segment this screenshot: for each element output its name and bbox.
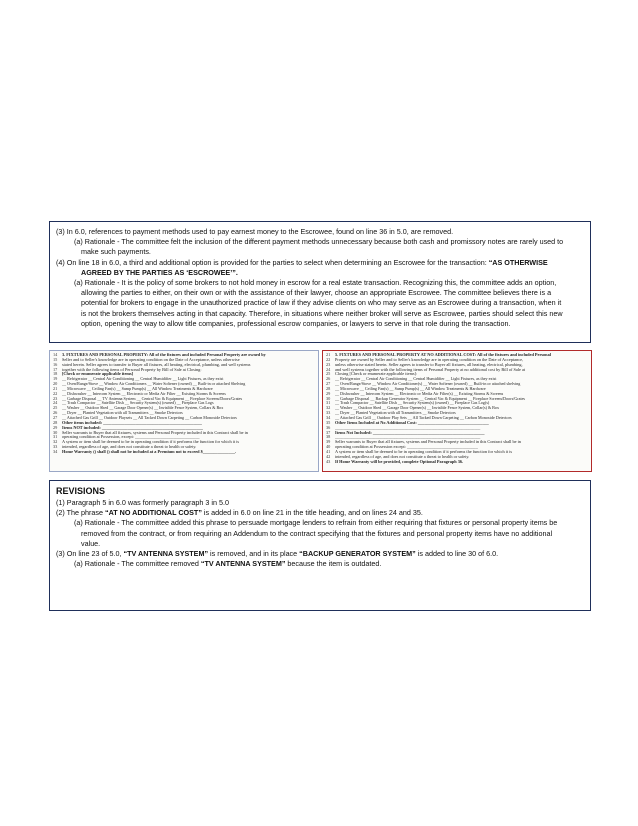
line-number: 34 xyxy=(53,449,58,454)
line-text: __ Refrigerator __ Central Air Conditioning __ Central Humidifier __ Light Fixtures, as they exist xyxy=(62,377,224,382)
line-text: __ Microwave __ Ceiling Fan(s) __ Sump Pump(s) __ All Window Treatments & Hardware xyxy=(335,386,486,391)
line-text: __ Dryer __ Planted Vegetation with all Transmitters __ Smoke Detectors xyxy=(62,411,183,416)
contract-excerpt-6-0-lines xyxy=(326,353,588,464)
line-text: Other Items Included at No Additional Cost: _________________________________ xyxy=(335,420,489,425)
changes-explanation-box xyxy=(49,221,591,343)
line-number: 22 xyxy=(53,391,58,396)
line-number: 30 xyxy=(326,396,331,401)
item-4-text-cont: AGREED BY THE PARTIES AS ‘ESCROWEE’”. xyxy=(81,267,238,277)
revision-2-rationale-line3: value. xyxy=(81,538,101,548)
revision-1: (1) Paragraph 5 in 6.0 was formerly paragraph 3 in 5.0 xyxy=(56,498,229,507)
line-number: 33 xyxy=(53,445,58,450)
line-text: _______________________________________________________________________ xyxy=(335,435,481,440)
line-number: 28 xyxy=(326,386,331,391)
line-text: __ Oven/Range/Stove __ Window Air Conditioners __ Water Softener (owned) __ Built-in or attached Shelving xyxy=(62,382,246,387)
revision-3-rationale xyxy=(56,559,584,569)
line-number: 25 xyxy=(326,372,331,377)
line-number: 14 xyxy=(53,353,58,357)
line-number: 19 xyxy=(53,377,58,382)
line-number: 39 xyxy=(326,440,331,445)
item-4-text xyxy=(56,258,584,268)
line-number: 16 xyxy=(53,362,58,367)
line-text: operating condition at Possession except: _________________________________ xyxy=(335,445,478,450)
line-number: 26 xyxy=(326,377,331,382)
item-4-rationale-line5: option, opening the way to allow title companies, professional escrow companies, or lawyers to serve in that role during the transaction. xyxy=(81,318,511,328)
line-text: Other items included: ______________________________________________ xyxy=(62,420,202,425)
line-text: __ Microwave __ Ceiling Fan(s) __ Sump Pump(s) __ All Window Treatments & Hardware xyxy=(62,386,213,391)
line-text: __ Oven/Range/Stove __ Window Air Conditioner(s) __ Water Softener (owned) __ Built-in or attached shelving xyxy=(335,382,521,387)
line-text: If Home Warranty will be provided, complete Optional Paragraph 36. xyxy=(335,459,464,464)
line-text: Closing [Check or enumerate applicable items]: xyxy=(335,372,418,377)
line-text: [Check or enumerate applicable items] xyxy=(62,372,134,377)
line-text: Property are owned by Seller and to Seller's knowledge are in operating condition on the Date of Acceptance, xyxy=(335,357,524,362)
revision-3-part-e: is added to line 30 of 6.0. xyxy=(415,549,499,559)
revision-2-rationale-line2: removed from the contract, or from requiring an Addendum to the contract specifying that the fixtures and personal property items have no additional xyxy=(81,528,553,538)
revision-2-part-a: (2) The phrase xyxy=(56,508,106,518)
line-text: Seller and to Seller's knowledge are in operating condition on the Date of Acceptance, unless otherwise xyxy=(62,357,240,362)
line-text: 5. FIXTURES AND PERSONAL PROPERTY AT NO ADDITIONAL COST: All of the fixtures and included Personal xyxy=(335,353,551,357)
line-number: 27 xyxy=(53,415,58,420)
line-number: 36 xyxy=(326,425,331,430)
line-text: __ Attached Gas Grill __ Outdoor Playsets __ All Tacked Down Carpeting __ Carbon Monoxide Detectors xyxy=(62,415,237,420)
line-number: 33 xyxy=(326,411,331,416)
line-number: 38 xyxy=(326,435,331,440)
line-number: 31 xyxy=(53,435,58,440)
line-text: __ Garbage Disposal __ TV Antenna System __ Central Vac & Equipment __ Fireplace Screens/Doors/Grates xyxy=(62,396,243,401)
line-number: 41 xyxy=(326,449,331,454)
line-text: stated herein. Seller agrees to transfer to Buyer all fixtures, all heating, electrical, plumbing, and well systems xyxy=(62,362,251,367)
item-3-rationale-cont: make such payments. xyxy=(81,247,151,257)
contract-excerpt-5-0 xyxy=(49,350,319,472)
line-text: __ Trash Compactor __ Satellite Dish __ Security System(s) (owned) __ Fireplace Gas Logs xyxy=(62,401,214,406)
line-text: __ Refrigerator __ Central Air Conditioning __ Central Humidifier __ Light Fixtures, as they exist xyxy=(335,377,497,382)
contract-excerpt-6-0 xyxy=(322,350,592,472)
line-number: 35 xyxy=(326,420,331,425)
item-4-rationale-line2: allowing the parties to either, on their own or with the assistance of their lawyer, choose an appropriate Escrowee. The committee believes there is a xyxy=(81,288,552,298)
line-text: operating condition at Possession, except: ______________________________ xyxy=(62,435,200,440)
item-4-text-bold: “AS OTHERWISE xyxy=(488,257,548,267)
line-number: 34 xyxy=(326,415,331,420)
line-text: __ Attached Gas Grill __ Outdoor Play Sets __ All Tacked Down Carpeting __ Carbon Monoxide Detectors xyxy=(335,415,512,420)
revision-3-rationale-c: because the item is outdated. xyxy=(285,559,382,569)
line-text: __ Garbage Disposal __ Backup Generator System __ Central Vac & Equipment __ Fireplace Screens/Doors/Grates xyxy=(335,396,526,401)
line-number: 24 xyxy=(53,401,58,406)
contract-line xyxy=(53,450,315,455)
line-number: 23 xyxy=(326,362,331,367)
line-text: Seller warrants to Buyer that all fixtures, systems and Personal Property included in this Contract shall be in xyxy=(335,440,521,445)
line-text: intended, regardless of age, and does not constitute a threat to health or safety. xyxy=(335,454,470,459)
line-text: _______________________________________________________________________ xyxy=(335,425,481,430)
line-text: 3. FIXTURES AND PERSONAL PROPERTY: All of the fixtures and included Personal Property are owned by xyxy=(62,353,266,357)
revision-3-rationale-item: “TV ANTENNA SYSTEM” xyxy=(200,559,286,569)
revision-3-removed-item: “TV ANTENNA SYSTEM” xyxy=(123,549,209,559)
item-4-rationale-line3: potential for brokers to engage in the unauthorized practice of law if they advise clients on who may serve as an Escrowee during a transaction, when it xyxy=(81,298,562,308)
line-text: together with the following items of Personal Property by Bill of Sale at Closing: xyxy=(62,367,202,372)
line-number: 21 xyxy=(53,386,58,391)
revisions-box xyxy=(49,480,591,611)
line-number: 29 xyxy=(53,425,58,430)
line-number: 25 xyxy=(53,406,58,411)
line-number: 21 xyxy=(326,353,331,357)
line-number: 30 xyxy=(53,430,58,435)
revision-3-added-item: “BACKUP GENERATOR SYSTEM” xyxy=(299,549,416,559)
line-text: unless otherwise stated herein. Seller agrees to transfer to Buyer all fixtures, all heating, electrical, plumbing, xyxy=(335,362,523,367)
line-number: 28 xyxy=(53,420,58,425)
item-4-rationale: (a) Rationale - It is the policy of some brokers to not hold money in escrow for a real estate transaction. Recognizing this, the committee adds an option, xyxy=(74,278,557,288)
line-number: 32 xyxy=(326,406,331,411)
line-number: 22 xyxy=(326,357,331,362)
item-4-text-plain: (4) On line 18 in 6.0, a third and additional option is provided for the parties to select when determining an Escrowee for the transaction: xyxy=(56,257,489,267)
revision-3-rationale-a: (a) Rationale - The committee removed xyxy=(74,559,201,569)
line-text: A system or item shall be deemed to be in operating condition if it performs the function for which it is xyxy=(335,449,513,454)
revision-2-rationale: (a) Rationale - The committee added this phrase to persuade mortgage lenders to refrain from either requiring that fixtures or personal property items be xyxy=(74,518,558,528)
line-number: 42 xyxy=(326,454,331,459)
line-number: 23 xyxy=(53,396,58,401)
line-number: 29 xyxy=(326,391,331,396)
line-text: Home Warranty () shall () shall not be included at a Premium not to exceed $_______________. xyxy=(62,449,237,454)
line-number: 15 xyxy=(53,357,58,362)
line-number: 31 xyxy=(326,401,331,406)
line-text: A system or item shall be deemed to be in operating condition if it performs the function for which it is xyxy=(62,440,240,445)
line-number: 26 xyxy=(53,411,58,416)
revisions-heading: REVISIONS xyxy=(56,486,106,496)
line-text: Items NOT included: _______________________________________________ xyxy=(62,425,203,430)
line-number: 17 xyxy=(53,367,58,372)
line-text: __ Dishwasher __ Intercom System __ Electronic or Media Air Filter __ Existing Storms & Screens xyxy=(62,391,226,396)
line-text: intended, regardless of age, and does not constitute a threat to health or safety. xyxy=(62,445,197,450)
line-text: __ Dryer __ Planted Vegetation with all Transmitters __ Smoke Detectors xyxy=(335,411,456,416)
line-text: Seller warrants to Buyer that all fixtures, systems and Personal Property included in this Contract shall be in xyxy=(62,430,248,435)
line-number: 18 xyxy=(53,372,58,377)
line-text: __ Trash Compactor __ Satellite Dish __ Security System(s) (owned) __ Fireplace Gas Log(s) xyxy=(335,401,490,406)
revision-2 xyxy=(56,508,584,518)
item-3-text: (3) In 6.0, references to payment methods used to pay earnest money to the Escrowee, found on line 36 in 5.0, are removed. xyxy=(56,227,454,236)
line-text: __ Dishwasher __ Intercom System __ Electronic or Media Air Filter(s) __ Existing Storms & Screens xyxy=(335,391,504,396)
line-text: Items Not Included: ____________________________________________________ xyxy=(335,430,485,435)
line-number: 43 xyxy=(326,459,331,464)
revision-2-part-c: is added in 6.0 on line 21 in the title heading, and on lines 24 and 35. xyxy=(201,508,423,518)
revision-3-part-c: is removed, and in its place xyxy=(208,549,300,559)
line-number: 24 xyxy=(326,367,331,372)
contract-excerpt-5-0-lines xyxy=(53,353,315,455)
line-text: __ Washer __ Outdoor Shed __ Garage Door Opener(s) __ Invisible Fence System, Collar(s) & Box xyxy=(335,406,499,411)
line-number: 32 xyxy=(53,440,58,445)
item-3-rationale: (a) Rationale - The committee felt the inclusion of the different payment methods unnecessary because both cash and promissory notes are rarely used to xyxy=(74,237,564,247)
line-number: 37 xyxy=(326,430,331,435)
line-text: __ Washer __ Outdoor Shed __ Garage Door Opener(s) __ Invisible Fence System, Collars & Box xyxy=(62,406,224,411)
contract-line xyxy=(326,460,588,465)
revision-3 xyxy=(56,549,584,559)
item-4-rationale-line4: is not the brokers themselves acting in that capacity. Therefore, in situations where neither broker will serve as Escrowee, parties should select this new xyxy=(81,308,563,318)
line-text: and well systems together with the following items of Personal Property at no additional cost by Bill of Sale at xyxy=(335,367,526,372)
line-number: 27 xyxy=(326,382,331,387)
line-number: 40 xyxy=(326,445,331,450)
line-number: 20 xyxy=(53,382,58,387)
revision-2-phrase: “AT NO ADDITIONAL COST” xyxy=(105,508,202,518)
revision-3-part-a: (3) On line 23 of 5.0, xyxy=(56,549,124,559)
